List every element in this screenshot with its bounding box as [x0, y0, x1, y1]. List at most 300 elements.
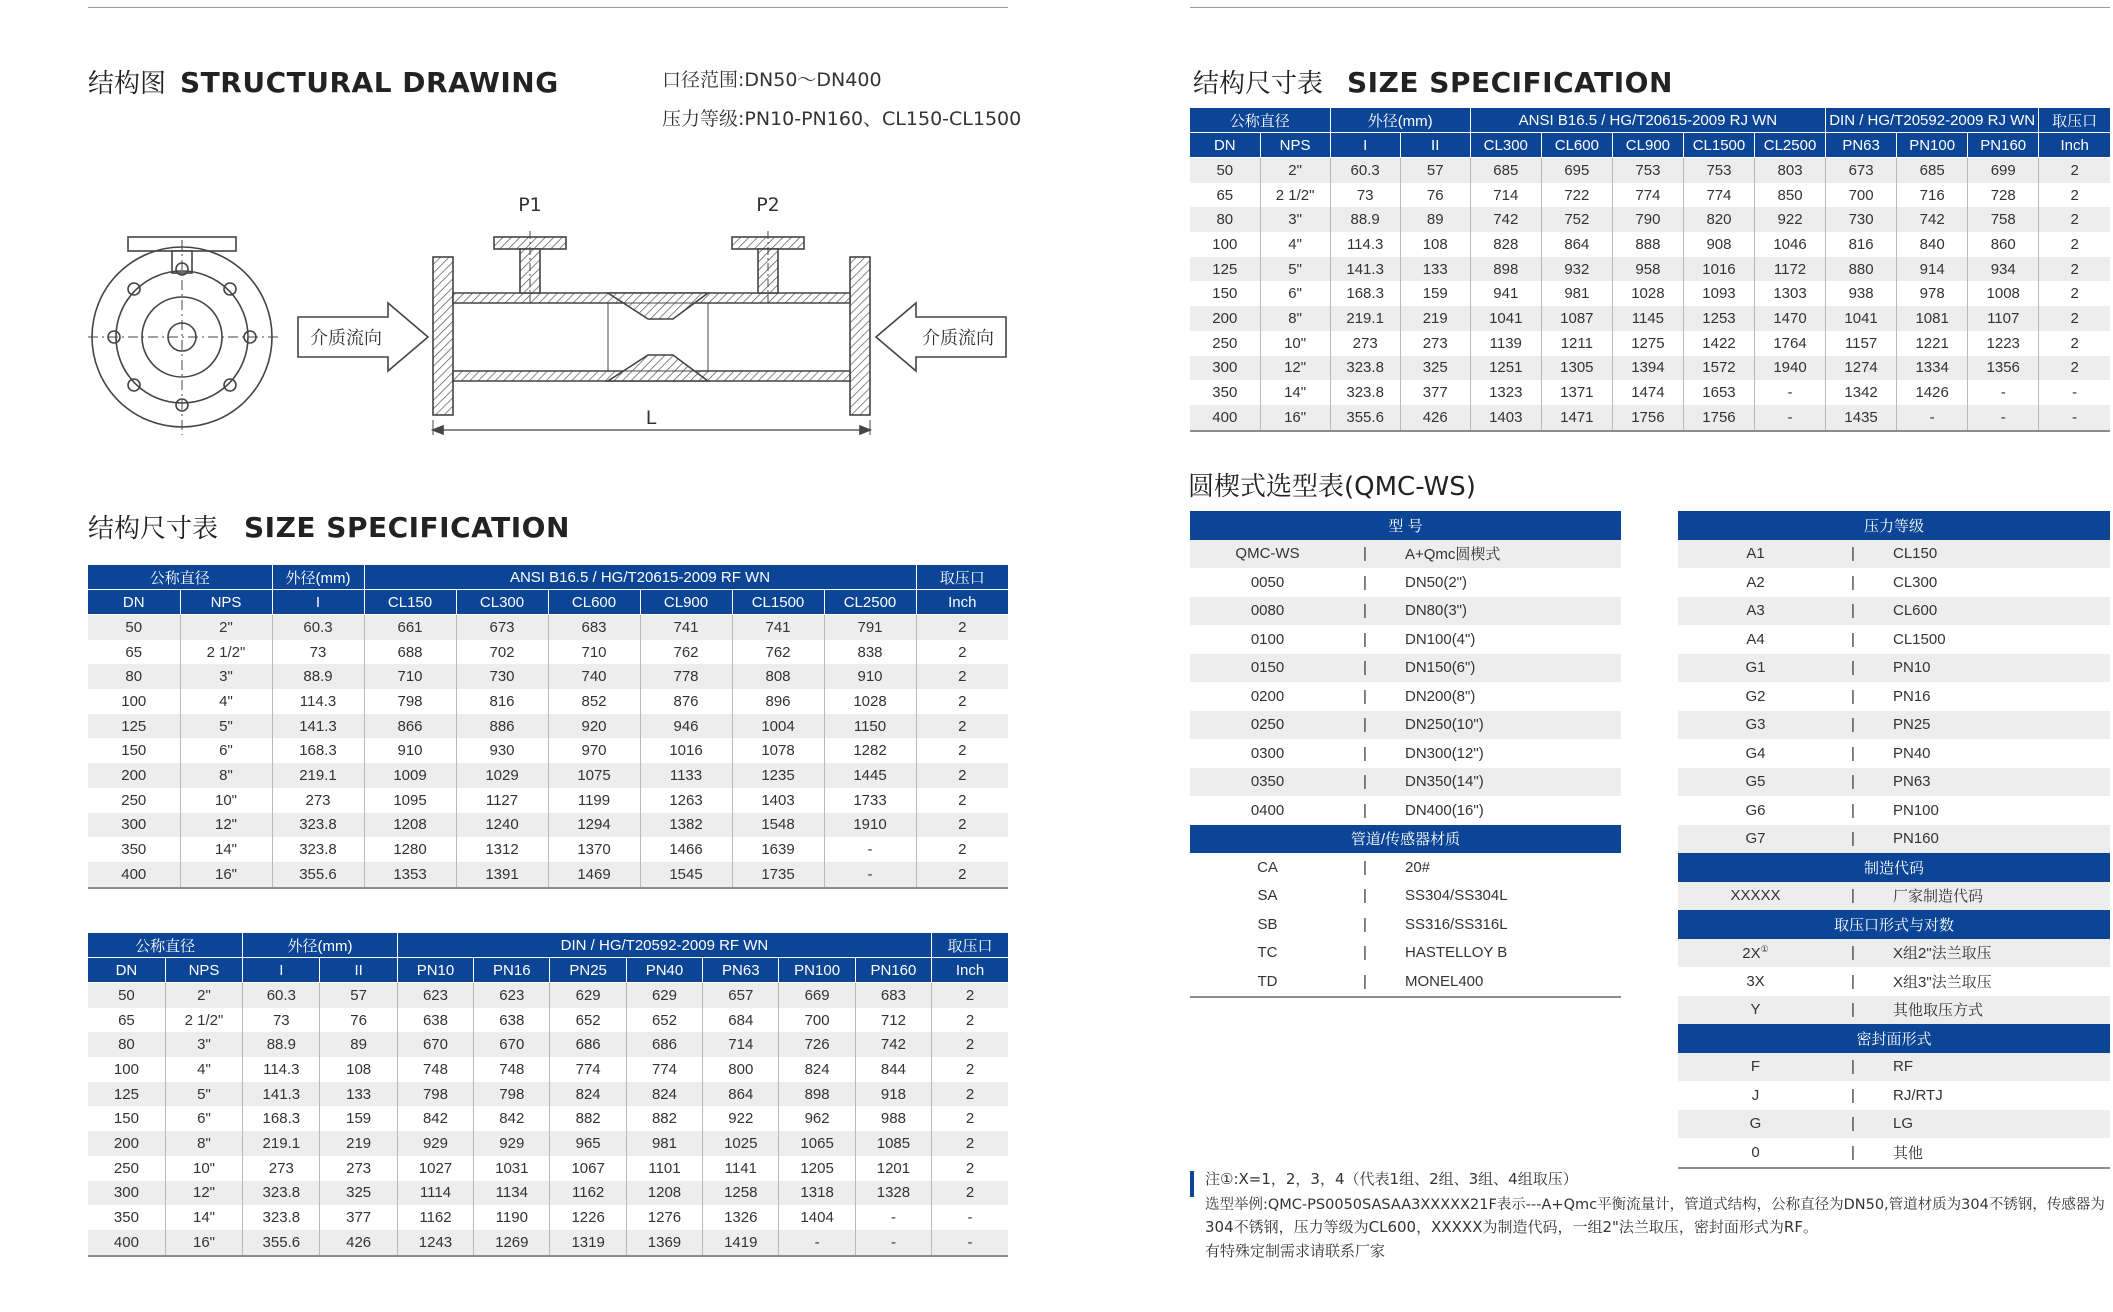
table-cell: 400 — [88, 862, 180, 888]
table-cell: 2 — [932, 1008, 1008, 1033]
table-cell: 350 — [88, 1205, 165, 1230]
table-cell: 988 — [855, 1106, 931, 1131]
table-cell: 1145 — [1612, 306, 1683, 331]
table-cell: 1403 — [732, 788, 824, 813]
selection-row — [1190, 540, 1621, 569]
selection-row — [1678, 1053, 2110, 1082]
selection-meaning: DN150(6") — [1385, 654, 1621, 683]
drawing-title-zh: 结构图 — [88, 69, 167, 99]
table-row — [88, 1205, 1008, 1230]
selection-meaning: PN16 — [1873, 682, 2110, 711]
table-cell: 934 — [1968, 257, 2039, 282]
selection-code — [1190, 711, 1345, 740]
table-cell: 80 — [88, 1032, 165, 1057]
selection-row — [1678, 625, 2110, 654]
selection-separator: | — [1345, 682, 1385, 711]
table-row — [88, 689, 1008, 714]
table-cell: 1199 — [548, 788, 640, 813]
table-cell: 1150 — [824, 714, 916, 739]
table-cell: 910 — [364, 738, 456, 763]
table-cell: 962 — [779, 1106, 855, 1131]
table-cell: 669 — [779, 983, 855, 1008]
col-header: DN — [88, 958, 165, 983]
label-p2: P2 — [756, 194, 780, 216]
table-cell: 1093 — [1683, 281, 1754, 306]
table-cell: 1328 — [855, 1181, 931, 1206]
table-cell: 57 — [1400, 158, 1470, 183]
table-cell: 76 — [320, 1008, 397, 1033]
table-row — [88, 763, 1008, 788]
selection-separator: | — [1345, 711, 1385, 740]
selection-separator: | — [1833, 796, 1873, 825]
selection-separator: | — [1833, 711, 1873, 740]
selection-separator: | — [1833, 568, 1873, 597]
table-cell: 753 — [1683, 158, 1754, 183]
note-line-1: 注①:X=1，2，3，4（代表1组、2组、3组、4组取压） — [1205, 1170, 1578, 1188]
table-cell: 922 — [703, 1106, 779, 1131]
table-cell: 673 — [1826, 158, 1897, 183]
flow-arrow-left — [298, 303, 428, 371]
table-cell: 673 — [456, 615, 548, 640]
table-cell: 978 — [1897, 281, 1968, 306]
selection-row — [1678, 996, 2110, 1025]
table3-group-header — [1190, 108, 2110, 133]
table-cell: 2 — [916, 615, 1008, 640]
table-cell: 6" — [1260, 281, 1330, 306]
selection-row — [1190, 568, 1621, 597]
table-cell: 740 — [548, 664, 640, 689]
table-cell: 1319 — [550, 1230, 626, 1256]
selection-meaning: SS304/SS304L — [1385, 882, 1621, 911]
table-cell: 355.6 — [272, 862, 364, 888]
selection-separator: | — [1345, 568, 1385, 597]
col-header: Inch — [916, 590, 1008, 615]
table-row — [88, 640, 1008, 665]
table-row — [88, 615, 1008, 640]
table-cell: 1910 — [824, 813, 916, 838]
table-cell: 1107 — [1968, 306, 2039, 331]
table-cell: 168.3 — [272, 738, 364, 763]
selection-separator: | — [1345, 882, 1385, 911]
table-cell: 2 1/2" — [180, 640, 272, 665]
table-cell: 1471 — [1541, 405, 1612, 431]
table-row — [88, 1230, 1008, 1256]
table-cell: 1334 — [1897, 356, 1968, 381]
selection-meaning: 20# — [1385, 853, 1621, 882]
table-cell: 2 1/2" — [1260, 183, 1330, 208]
table-cell: 200 — [88, 1131, 165, 1156]
selection-row — [1678, 540, 2110, 569]
table-cell: 828 — [1470, 232, 1541, 257]
table-cell: 842 — [397, 1106, 473, 1131]
selection-row — [1190, 739, 1621, 768]
selection-separator: | — [1345, 739, 1385, 768]
table-cell: 1269 — [474, 1230, 550, 1256]
selection-code-text: XXXXX — [1730, 887, 1781, 905]
table-cell: 2" — [1260, 158, 1330, 183]
selection-code-text: G4 — [1745, 744, 1766, 762]
selection-separator: | — [1833, 1053, 1873, 1082]
selection-code — [1678, 568, 1833, 597]
selection-separator: | — [1345, 597, 1385, 626]
col-header: CL600 — [548, 590, 640, 615]
table-cell: 1305 — [1541, 356, 1612, 381]
selection-code-text: 2X — [1742, 944, 1761, 962]
table-cell: 1067 — [550, 1156, 626, 1181]
selection-group-header-label: 管道/传感器材质 — [1190, 825, 1621, 854]
table-cell: 2 — [916, 763, 1008, 788]
selection-code — [1190, 939, 1345, 968]
table-cell: 1323 — [1470, 380, 1541, 405]
table-cell: 1087 — [1541, 306, 1612, 331]
selection-table-left — [1190, 511, 1621, 998]
table-cell: 684 — [703, 1008, 779, 1033]
table-cell: 1382 — [640, 813, 732, 838]
table-cell: 702 — [456, 640, 548, 665]
selection-code — [1190, 682, 1345, 711]
table-cell: 150 — [88, 738, 180, 763]
table-cell: 860 — [1968, 232, 2039, 257]
t1-group-tap: 取压口 — [916, 565, 1008, 590]
selection-code-text: 0250 — [1250, 716, 1285, 734]
selection-separator: | — [1833, 1138, 1873, 1168]
col-header: I — [243, 958, 320, 983]
spec-range: 口径范围:DN50～DN400 — [662, 69, 882, 91]
selection-separator: | — [1833, 654, 1873, 683]
table-cell: 1223 — [1968, 331, 2039, 356]
table-row — [88, 788, 1008, 813]
table-cell: 168.3 — [1330, 281, 1400, 306]
table-cell: 2 — [916, 837, 1008, 862]
table-cell: 350 — [88, 837, 180, 862]
table-cell: 16" — [165, 1230, 242, 1256]
table-row — [88, 1181, 1008, 1206]
selection-group-header-label: 型 号 — [1190, 511, 1621, 540]
table-cell: 2 — [916, 738, 1008, 763]
table-cell: 752 — [1541, 207, 1612, 232]
table-cell: 1085 — [855, 1131, 931, 1156]
selection-separator: | — [1833, 768, 1873, 797]
table-cell: 1369 — [626, 1230, 702, 1256]
selection-title-text: 圆楔式选型表(QMC-WS) — [1188, 472, 1476, 502]
selection-separator: | — [1345, 853, 1385, 882]
table-cell: 60.3 — [243, 983, 320, 1008]
flow-label-left: 介质流向 — [310, 328, 382, 349]
selection-row — [1190, 625, 1621, 654]
table-cell: 2 — [2039, 232, 2110, 257]
selection-row — [1678, 711, 2110, 740]
table-cell: 852 — [548, 689, 640, 714]
table-cell: 938 — [1826, 281, 1897, 306]
selection-row — [1678, 939, 2110, 968]
table-cell: 1403 — [1470, 405, 1541, 431]
table-cell: 2 — [2039, 158, 2110, 183]
table-cell: 1274 — [1826, 356, 1897, 381]
table-cell: 76 — [1400, 183, 1470, 208]
table-cell: 657 — [703, 983, 779, 1008]
table3-col-header — [1190, 133, 2110, 158]
table-cell: 1466 — [640, 837, 732, 862]
table-cell: 965 — [550, 1131, 626, 1156]
table-cell: 741 — [732, 615, 824, 640]
selection-row — [1678, 682, 2110, 711]
selection-separator: | — [1345, 939, 1385, 968]
selection-code-text: G7 — [1745, 830, 1766, 848]
table-cell: 1545 — [640, 862, 732, 888]
col-header: PN63 — [1826, 133, 1897, 158]
table-cell: 1435 — [1826, 405, 1897, 431]
table-cell: 1133 — [640, 763, 732, 788]
table-cell: 629 — [550, 983, 626, 1008]
selection-code-text: G5 — [1745, 773, 1766, 791]
table-cell: 1139 — [1470, 331, 1541, 356]
selection-row — [1678, 1138, 2110, 1168]
t3-group-ansi: ANSI B16.5 / HG/T20615-2009 RJ WN — [1470, 108, 1825, 133]
table-cell: 323.8 — [1330, 380, 1400, 405]
table-cell: 762 — [640, 640, 732, 665]
selection-separator: | — [1833, 882, 1873, 911]
table-cell: 300 — [1190, 356, 1260, 381]
table-cell: 1276 — [626, 1205, 702, 1230]
table-cell: 742 — [1897, 207, 1968, 232]
table-cell: 1127 — [456, 788, 548, 813]
col-header: I — [1330, 133, 1400, 158]
table-cell: 685 — [1470, 158, 1541, 183]
table-cell: 710 — [548, 640, 640, 665]
table-cell: 1548 — [732, 813, 824, 838]
table-cell: 325 — [320, 1181, 397, 1206]
selection-separator: | — [1833, 739, 1873, 768]
table-cell: 1572 — [1683, 356, 1754, 381]
table-cell: 791 — [824, 615, 916, 640]
flow-arrow-right — [876, 303, 1006, 371]
selection-row — [1678, 1081, 2110, 1110]
table-cell: 4" — [165, 1057, 242, 1082]
table-cell: 250 — [88, 788, 180, 813]
table-cell: 1031 — [474, 1156, 550, 1181]
table-cell: 1205 — [779, 1156, 855, 1181]
col-header: CL1500 — [1683, 133, 1754, 158]
table-cell: 88.9 — [272, 664, 364, 689]
table-cell: 2 — [916, 640, 1008, 665]
table-cell: 1041 — [1826, 306, 1897, 331]
selection-meaning: PN25 — [1873, 711, 2110, 740]
table-cell: 748 — [397, 1057, 473, 1082]
table-cell: 930 — [456, 738, 548, 763]
table-cell: 10" — [165, 1156, 242, 1181]
table-cell: 1141 — [703, 1156, 779, 1181]
table-cell: 88.9 — [1330, 207, 1400, 232]
col-header: CL600 — [1541, 133, 1612, 158]
table-cell: 1326 — [703, 1205, 779, 1230]
table-cell: 2 — [916, 813, 1008, 838]
selection-code — [1678, 796, 1833, 825]
table-cell: 219 — [1400, 306, 1470, 331]
selection-code — [1190, 597, 1345, 626]
table-cell: 65 — [88, 1008, 165, 1033]
table-cell: 798 — [397, 1082, 473, 1107]
table-cell: 1294 — [548, 813, 640, 838]
table-cell: 1639 — [732, 837, 824, 862]
selection-code-text: A1 — [1746, 545, 1765, 563]
selection-separator: | — [1345, 910, 1385, 939]
note-line-3: 304不锈钢，压力等级为CL600，XXXXX为制造代码，一组2"法兰取压，密封面形式为RF。 — [1205, 1218, 1818, 1236]
selection-code-text: G3 — [1745, 716, 1766, 734]
table-cell: 219 — [320, 1131, 397, 1156]
table-cell: 60.3 — [272, 615, 364, 640]
table-cell: 89 — [1400, 207, 1470, 232]
table-cell: 685 — [1897, 158, 1968, 183]
col-header: Inch — [932, 958, 1008, 983]
selection-row — [1190, 910, 1621, 939]
table-cell: 886 — [456, 714, 548, 739]
selection-meaning: LG — [1873, 1110, 2110, 1139]
table-cell: 2 — [916, 788, 1008, 813]
table-cell: 1101 — [626, 1156, 702, 1181]
col-header: PN63 — [703, 958, 779, 983]
table-cell: 273 — [243, 1156, 320, 1181]
table-cell: 5" — [1260, 257, 1330, 282]
selection-code — [1678, 625, 1833, 654]
table-cell: 970 — [548, 738, 640, 763]
t3-group-nominal: 公称直径 — [1190, 108, 1330, 133]
table-cell: 1251 — [1470, 356, 1541, 381]
table-row — [88, 1057, 1008, 1082]
table-cell: 803 — [1755, 158, 1826, 183]
table-cell: 1391 — [456, 862, 548, 888]
table-cell: 350 — [1190, 380, 1260, 405]
table-row — [1190, 207, 2110, 232]
table-row — [88, 1131, 1008, 1156]
selection-code — [1678, 996, 1833, 1025]
selection-meaning: DN200(8") — [1385, 682, 1621, 711]
table-cell: 710 — [364, 664, 456, 689]
table-cell: 219.1 — [272, 763, 364, 788]
selection-separator: | — [1833, 540, 1873, 569]
table-cell: 125 — [1190, 257, 1260, 282]
selection-code-text: 0150 — [1250, 659, 1285, 677]
selection-code — [1678, 597, 1833, 626]
table-cell: - — [824, 862, 916, 888]
table-cell: 14" — [180, 837, 272, 862]
table-cell: 790 — [1612, 207, 1683, 232]
col-header: CL150 — [364, 590, 456, 615]
table-cell: 1280 — [364, 837, 456, 862]
table-cell: - — [855, 1230, 931, 1256]
t3-group-tap: 取压口 — [2039, 108, 2110, 133]
selection-code-text: 0400 — [1250, 801, 1285, 819]
table-cell: 12" — [180, 813, 272, 838]
table-cell: 798 — [474, 1082, 550, 1107]
table-cell: 652 — [550, 1008, 626, 1033]
drawing-title — [88, 63, 559, 100]
table-cell: 73 — [1330, 183, 1400, 208]
table-cell: 661 — [364, 615, 456, 640]
selection-code — [1678, 739, 1833, 768]
table-cell: 100 — [88, 1057, 165, 1082]
table-cell: 14" — [1260, 380, 1330, 405]
table-cell: 1208 — [626, 1181, 702, 1206]
selection-code-text: TD — [1257, 972, 1278, 990]
selection-meaning: DN300(12") — [1385, 739, 1621, 768]
table-cell: 14" — [165, 1205, 242, 1230]
table-cell: 908 — [1683, 232, 1754, 257]
table-cell: 3" — [180, 664, 272, 689]
table-cell: 741 — [640, 615, 732, 640]
table-cell: 1221 — [1897, 331, 1968, 356]
table-cell: 2 — [932, 983, 1008, 1008]
selection-code-text: CA — [1257, 858, 1278, 876]
table-cell: 50 — [88, 615, 180, 640]
selection-meaning: CL600 — [1873, 597, 2110, 626]
table-row — [1190, 257, 2110, 282]
selection-code — [1678, 1053, 1833, 1082]
table-cell: 1404 — [779, 1205, 855, 1230]
table-cell: 2 — [2039, 306, 2110, 331]
table-cell: 323.8 — [243, 1205, 320, 1230]
table-cell: 323.8 — [272, 837, 364, 862]
col-header: PN100 — [1897, 133, 1968, 158]
selection-code — [1678, 882, 1833, 911]
col-header: PN25 — [550, 958, 626, 983]
table-cell: - — [855, 1205, 931, 1230]
selection-meaning: 厂家制造代码 — [1873, 882, 2110, 911]
table-cell: 355.6 — [243, 1230, 320, 1256]
selection-code — [1190, 853, 1345, 882]
table-cell: 712 — [855, 1008, 931, 1033]
selection-meaning: DN100(4") — [1385, 625, 1621, 654]
selection-code-text: TC — [1257, 944, 1278, 962]
table-cell: 798 — [364, 689, 456, 714]
table-cell: 716 — [1897, 183, 1968, 208]
table-cell: 774 — [1683, 183, 1754, 208]
table-cell: 250 — [88, 1156, 165, 1181]
selection-meaning: 其他取压方式 — [1873, 996, 2110, 1025]
table-cell: 914 — [1897, 257, 1968, 282]
table-cell: 65 — [1190, 183, 1260, 208]
table-cell: - — [932, 1205, 1008, 1230]
size-table-rj — [1190, 108, 2110, 432]
table-cell: 762 — [732, 640, 824, 665]
table-cell: 1764 — [1755, 331, 1826, 356]
table-cell: 8" — [180, 763, 272, 788]
selection-code-text: J — [1751, 1086, 1760, 1104]
table-cell: 1208 — [364, 813, 456, 838]
table-cell: 714 — [703, 1032, 779, 1057]
table-cell: 88.9 — [243, 1032, 320, 1057]
table-cell: 80 — [88, 664, 180, 689]
table-cell: 8" — [165, 1131, 242, 1156]
table3-title-zh: 结构尺寸表 — [1193, 69, 1324, 99]
table-cell: - — [1968, 380, 2039, 405]
table-cell: 219.1 — [1330, 306, 1400, 331]
selection-meaning: CL150 — [1873, 540, 2110, 569]
selection-meaning: DN250(10") — [1385, 711, 1621, 740]
table-cell: 1134 — [474, 1181, 550, 1206]
table-cell: 1653 — [1683, 380, 1754, 405]
table-cell: 838 — [824, 640, 916, 665]
col-header: NPS — [180, 590, 272, 615]
selection-meaning: PN63 — [1873, 768, 2110, 797]
table-cell: 12" — [1260, 356, 1330, 381]
t2-group-tap: 取压口 — [932, 933, 1008, 958]
table-cell: 300 — [88, 813, 180, 838]
table-cell: 882 — [626, 1106, 702, 1131]
table-cell: 896 — [732, 689, 824, 714]
table-cell: 700 — [1826, 183, 1897, 208]
table-row — [88, 714, 1008, 739]
table-cell: 1008 — [1968, 281, 2039, 306]
